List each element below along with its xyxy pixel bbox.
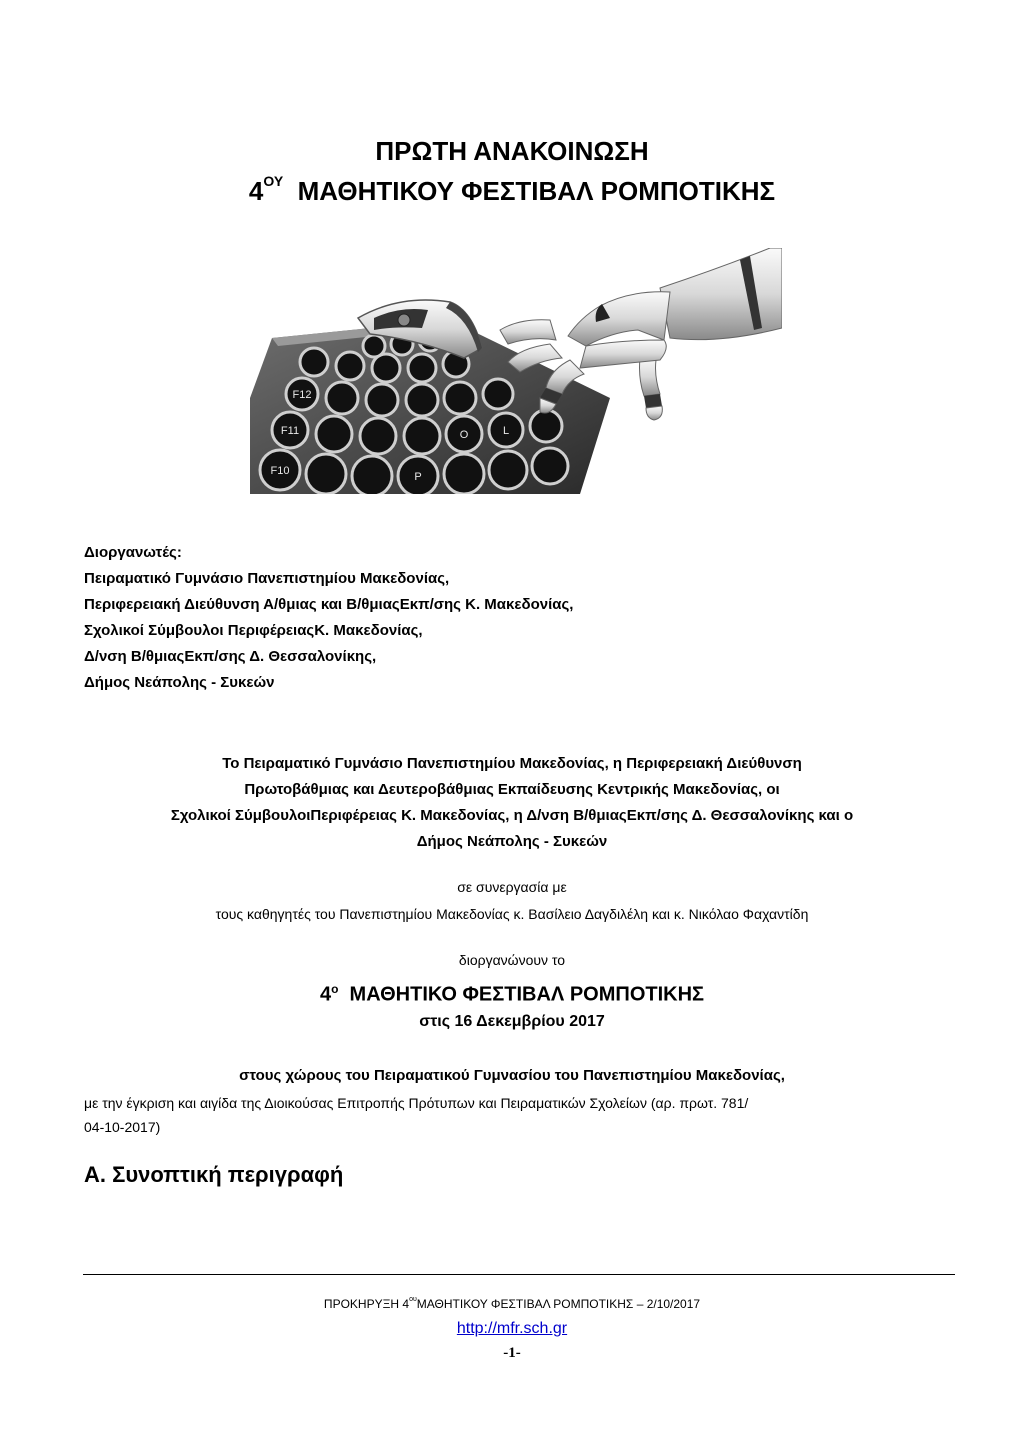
footer-title bbox=[0, 1297, 1024, 1311]
title-festival-name: ΜΑΘΗΤΙΚΟΥ ΦΕΣΤΙΒΑΛ ΡΟΜΠΟΤΙΚΗΣ bbox=[297, 176, 776, 206]
festival-title bbox=[70, 982, 954, 1007]
footer-title-sup: ου bbox=[409, 1296, 417, 1303]
organizer-item: Περιφερειακή Διεύθυνση Α/θμιας και Β/θμιαςΕκπ/σης Κ. Μακεδονίας, bbox=[84, 596, 574, 613]
festival-ordinal-number: 4 bbox=[319, 983, 332, 1006]
intro-paragraph bbox=[70, 751, 954, 855]
intro-line: Πρωτοβάθμιας και Δευτεροβάθμιας Εκπαίδευσης Κεντρικής Μακεδονίας, οι bbox=[244, 781, 780, 798]
robot-arm-icon bbox=[500, 248, 782, 420]
organize-label: διοργανώνουν το bbox=[458, 952, 566, 968]
robot-hand-icon bbox=[250, 248, 782, 494]
page-title-line2 bbox=[0, 173, 1024, 207]
collaboration-professors: τους καθηγητές του Πανεπιστημίου Μακεδονίας κ. Βασίλειο Δαγδιλέλη και κ. Νικόλαο Φαχαντίδη bbox=[215, 906, 809, 922]
festival-date: στις 16 Δεκεμβρίου 2017 bbox=[419, 1013, 605, 1030]
collaboration-block bbox=[70, 874, 954, 928]
key-p-label: P bbox=[414, 471, 422, 483]
key-f10-label: F10 bbox=[270, 465, 290, 477]
key-l-label: L bbox=[502, 425, 510, 437]
festival-ordinal-suffix: ο bbox=[331, 982, 339, 996]
intro-line: Σχολικοί ΣύμβουλοιΠεριφέρειας Κ. Μακεδονίας, η Δ/νση Β/θμιαςΕκπ/σης Δ. Θεσσαλονίκης και ο bbox=[170, 807, 854, 824]
footer-website-link[interactable]: http://mfr.sch.gr bbox=[456, 1320, 568, 1337]
approval-text bbox=[84, 1091, 964, 1139]
organizers-list bbox=[84, 540, 573, 696]
approval-line: με την έγκριση και αιγίδα της Διοικούσας Επιτροπής Πρότυπων και Πειραματικών Σχολείων (αρ. πρωτ. 781/ bbox=[84, 1095, 749, 1111]
key-f12-label: F12 bbox=[292, 389, 312, 401]
section-heading: Α. Συνοπτική περιγραφή bbox=[84, 1162, 344, 1187]
festival-venue: στους χώρους του Πειραματικού Γυμνασίου του Πανεπιστημίου Μακεδονίας, bbox=[239, 1067, 785, 1084]
festival-name: ΜΑΘΗΤΙΚΟ ΦΕΣΤΙΒΑΛ ΡΟΜΠΟΤΙΚΗΣ bbox=[349, 983, 705, 1006]
intro-line: Δήμος Νεάπολης - Συκεών bbox=[416, 833, 608, 850]
footer-title-suffix: ΜΑΘΗΤΙΚΟΥ ΦΕΣΤΙΒΑΛ ΡΟΜΠΟΤΙΚΗΣ – 2/10/2017 bbox=[416, 1297, 701, 1311]
organizer-item: Δ/νση Β/θμιαςΕκπ/σης Δ. Θεσσαλονίκης, bbox=[84, 648, 377, 665]
title-ordinal-number: 4 bbox=[248, 176, 264, 206]
organizers-heading: Διοργανωτές: bbox=[84, 544, 182, 561]
approval-line: 04-10-2017) bbox=[84, 1119, 161, 1135]
organizer-item: Σχολικοί Σύμβουλοι ΠεριφέρειαςΚ. Μακεδονίας, bbox=[84, 622, 423, 639]
title-ordinal-suffix: ΟΥ bbox=[263, 173, 284, 190]
page-title-line1: ΠΡΩΤΗ ΑΝΑΚΟΙΝΩΣΗ bbox=[375, 136, 649, 166]
robot-hand-keyboard-illustration bbox=[250, 248, 782, 494]
organizer-item: Πειραματικό Γυμνάσιο Πανεπιστημίου Μακεδονίας, bbox=[84, 570, 450, 587]
organizer-item: Δήμος Νεάπολης - Συκεών bbox=[84, 674, 275, 691]
page-number: -1- bbox=[503, 1345, 521, 1361]
footer-divider bbox=[83, 1274, 955, 1275]
key-f11-label: F11 bbox=[280, 425, 300, 437]
footer-title-prefix: ΠΡΟΚΗΡΥΞΗ 4 bbox=[323, 1297, 410, 1311]
intro-line: Το Πειραματικό Γυμνάσιο Πανεπιστημίου Μακεδονίας, η Περιφερειακή Διεύθυνση bbox=[222, 755, 802, 772]
key-o-label: O bbox=[459, 429, 469, 441]
collaboration-label: σε συνεργασία με bbox=[457, 879, 567, 895]
